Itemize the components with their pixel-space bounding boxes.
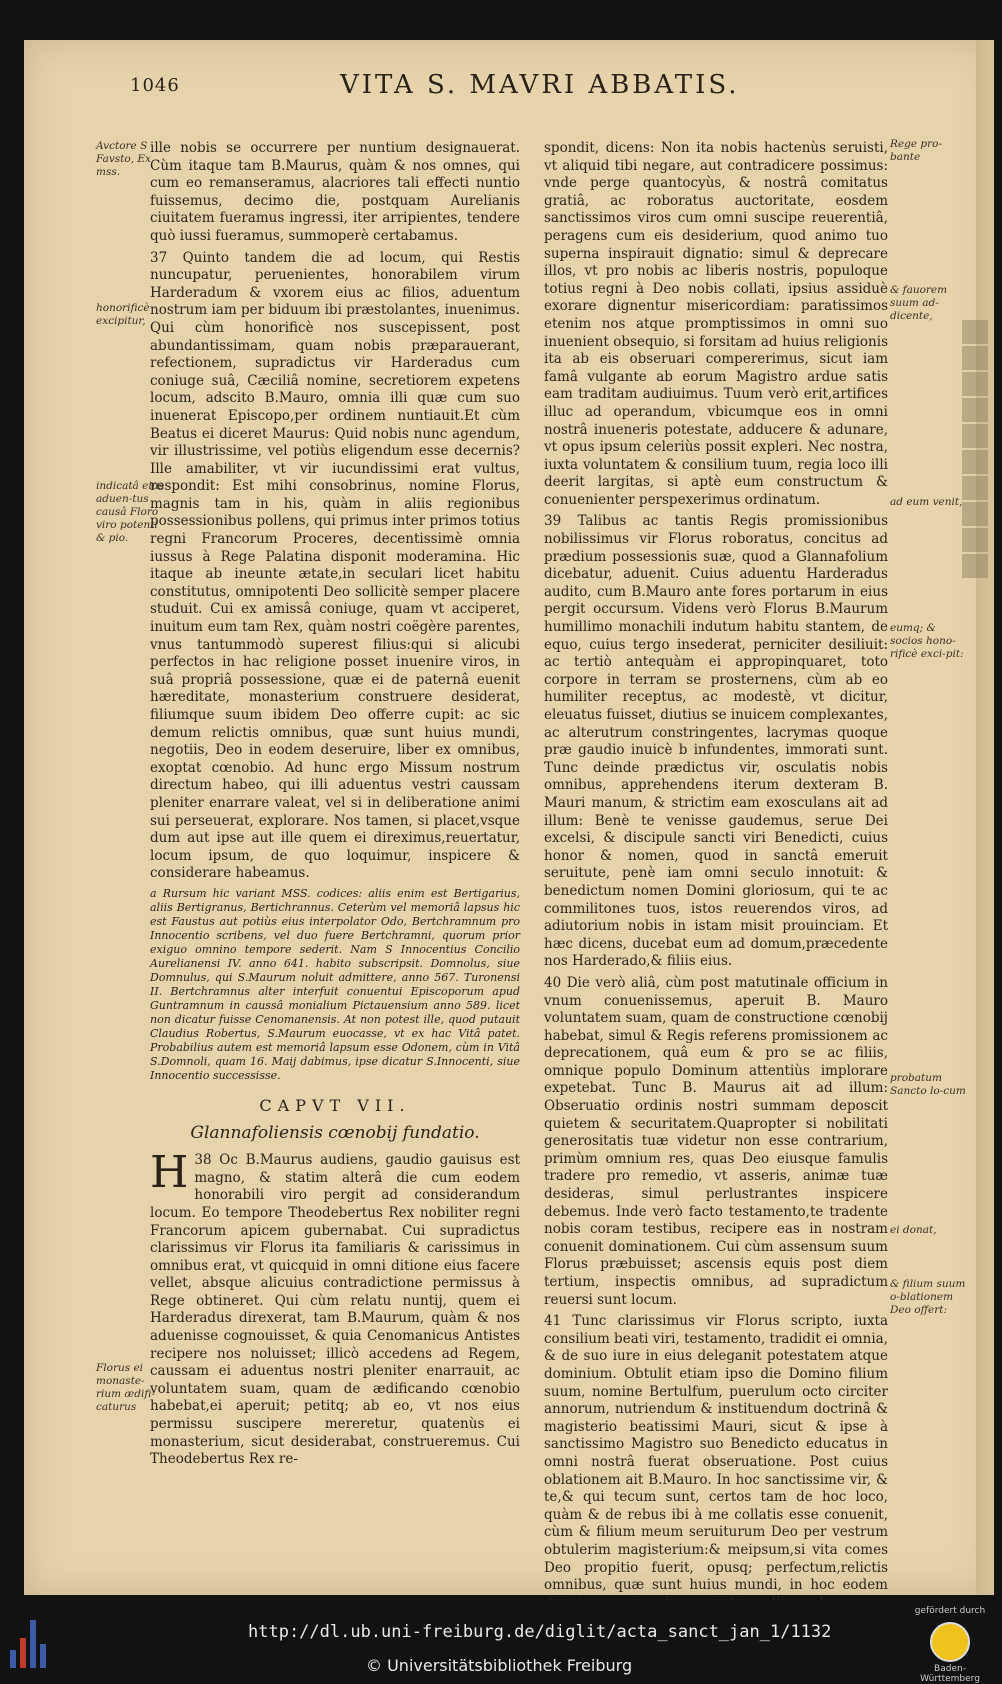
ruler-strip bbox=[962, 320, 988, 580]
margin-note-right-1: Rege pro-bante bbox=[890, 138, 943, 163]
page-number: 1046 bbox=[130, 75, 180, 96]
copyright-text: © Universitätsbibliothek Freiburg bbox=[366, 1656, 633, 1675]
margin-note-right-7: & filium suum o-blationem Deo offert: bbox=[890, 1278, 966, 1316]
right-column bbox=[544, 140, 888, 1638]
drop-cap: H bbox=[150, 1147, 189, 1199]
margin-note-right-2: & fauorem suum ad-dicente, bbox=[890, 284, 948, 322]
sponsor-badge bbox=[910, 1606, 990, 1684]
paragraph: ille nobis se occurrere per nuntium designauerat. Cùm itaque tam B.Maurus, quàm & nos omnes, qui cum eo remanseramus, alacriores tali effecti nuntio fuissemus, decimo die, postquam Aurelianis ciuitatem fueramus ingressi, iter arripientes, tendere quò iussi fueramus, summoperè certabamus. bbox=[150, 140, 520, 244]
paragraph-38 bbox=[150, 1147, 520, 1469]
paragraph-39: 39 Talibus ac tantis Regis promissionibus nobilissimus vir Florus roboratus, concitus ad prædium possessionis suæ, quod a Glannafolium dicebatur, aduenit. Cuius aduentu Harderadus audito, cum B.Mauro ante fores portarum in eius pergit occursum. Videns verò Florus B.Maurum humillimo monachili indutum habitu stantem, de equo, cuius tergo insederat, perniciter desiliuit: ac tertiò antequàm ei appropinquaret, toto corpore in terram se prosternens, cùm ab eo humiliter receptus, ac modestè, vt dicitur, eleuatus fuisset, diutius se inuicem complexantes, ac alterutrum constringentes, lacrymas quoque præ gaudio inuicè b infundentes, immorati sunt. Tunc deinde prædictus vir, osculatis nobis omnibus, apprehendens iterum dexteram B. Mauri manum, & strictim eam exosculans ait ad illum: Benè te venisse gaudemus, serue Dei excelsi, & discipule sancti viri Benedicti, cuius honor & nomen, quod in sanctâ emeruit seruitute, penè iam omni seculo innotuit: & benedictum nomen Domini gloriosum, qui te ac commilitones tuos, istos reuerendos viros, ad adiutorium nobis in istam misit prouinciam. Et hæc dicens, ducebat eum ad domum,præcedente nos Harderado,& filiis eius. bbox=[544, 513, 888, 970]
sponsor-name: Baden-Württemberg bbox=[920, 1664, 980, 1684]
footnote: a Rursum hic variant MSS. codices: aliis enim est Bertigarius, aliis Bertigranus, Bertichrannus. Ceterùm vel memoriâ lapsus hic est Faustus aut potiùs eius interpolator Odo, Bertchramnum pro Innocentio scribens, vel duo fuere Bertchramni, quorum prior exiguo omnino tempore sederit. Nam S Innocentius Concilio Aurelianensi IV. anno 641. habito subscripsit. Domnolus, siue Domnulus, qui S.Maurum noluit admittere, anno 567. Turonensi II. Bertchramnus alter interfuit conuentui Episcoporum apud Guntramnum in caussâ monialium Pictauensium anno 589. licet non dicatur fuisse Cenomanensis. At non potest ille, quod putauit Claudius Robertus, S.Maurum euocasse, vt ex hac Vitâ patet. Probabilius autem est memoriâ lapsum esse Odonem, cùm in Vitâ S.Domnoli, quam 16. Maij dabimus, ipse dicatur S.Innocenti, siue Innocentio successisse. bbox=[150, 886, 520, 1082]
permalink-url[interactable]: http://dl.ub.uni-freiburg.de/diglit/acta_sanct_jan_1/1132 bbox=[248, 1622, 832, 1642]
page-edge bbox=[976, 40, 994, 1595]
margin-note-right-6: ei donat, bbox=[890, 1224, 937, 1236]
paragraph-41: 41 Tunc clarissimus vir Florus scripto, iuxta consilium beati viri, testamento, tradidit ei omnia, & de suo iure in eius deleganit potestatem atque dominium. Obtulit etiam ipso die Domino filium suum, nomine Bertulfum, puerulum octo circiter annorum, nutriendum & instituendum doctrinâ & magisterio beatissimi Mauri, sicut & ipse à sanctissimo Magistro suo Benedicto educatus in omni nostrâ fuerat obseruatione. Post cuius oblationem ait B.Mauro. In hoc sanctissime vir, & te,& qui tecum sunt, certos tam de hoc loco, quàm & de rebus ibi à me collatis esse conuenit, cùm & filium meum seruiturum Deo per vestrum obtulerim magisterium:& meipsum,si vita comes Deo propitio fuerit, opusq; perfectum,relictis omnibus, quæ sunt huius mundi, in hoc eodem bbox=[544, 1313, 888, 1594]
margin-note-left-1: Avctore S Favsto, Ex mss. bbox=[96, 140, 151, 178]
running-title: VITA S. MAVRI ABBATIS. bbox=[340, 70, 740, 100]
margin-note-left-2: honorificè excipitur, bbox=[96, 302, 150, 327]
paragraph-40: 40 Die verò aliâ, cùm post matutinale officium in vnum conuenissemus, aperuit B. Mauro voluntatem suam, quam de constructione cœnobij habebat, simul & Regis referens promissionem ac deprecationem, quâ eum & pro se ac filiis, omnique populo Dominum attentiùs implorare expetebat. Tunc B. Maurus ait ad illum: Obseruatio ordinis nostri summam deposcit quietem & securitatem.Quapropter si nobilitati generositatis tuæ videtur non esse contrarium, primùm omnium res, quas Deo eiusque famulis tradere pro remedio, vt asseris, animæ tuæ desideras, simul perlustrantes inspicere debemus. Inde verò facto testamento,te tradente nobis coram testibus, recipere eas in nostram conuenit dominationem. Cui cùm assensum suum Florus præbuisset; ascensis equis post diem tertium, inspectis omnibus, ad supradictum reuersi sunt locum. bbox=[544, 974, 888, 1308]
sponsor-caption: gefördert durch bbox=[914, 1606, 986, 1616]
library-logo-icon bbox=[10, 1620, 52, 1668]
margin-note-right-4: eumq; & socios hono-rificè exci-pit: bbox=[890, 622, 964, 660]
coat-of-arms-icon bbox=[930, 1622, 970, 1662]
margin-note-left-3: indicatâ eius aduen-tus causâ Floro viro potenti & pio. bbox=[96, 480, 164, 544]
chapter-heading: CAPVT VII. bbox=[259, 1095, 411, 1115]
paragraph-38-text: 38 Oc B.Maurus audiens, gaudio gauisus est magno, & statim alterâ die cum eodem honorabili viro pergit ad considerandum locum. Eo tempore Theodebertus Rex nobiliter regni Francorum apicem gubernabat. Cui supradictus clarissimus vir Florus ita familiaris & carissimus in omnibus erat, vt quicquid in omni ditione eius facere vellet, absque alicuius contradictione permissus à Rege obtineret. Qui cùm relatu nuntij, quem ei Harderadus direxerat, tam B.Maurum, quàm & nos aduenisse cognouisset, & quia Cenomanicus Antistes recipere nos noluisset; illicò accedens ad Regem, caussam ei aduentus nostri pleniter enarrauit, ac voluntatem suam, quam de ædificando cœnobio habebat,ei aperuit; petitq; ab eo, vt nos eius permissu suscipere mereretur, quatenùs ei monasterium, sicut desiderabat, construeremus. Cui Theodebertus Rex re- bbox=[150, 1152, 520, 1468]
margin-note-right-3: ad eum venit, bbox=[890, 496, 963, 508]
paragraph-37: 37 Quinto tandem die ad locum, qui Restis nuncupatur, peruenientes, honorabilem virum Harderadum & vxorem eius ac filios, aduentum nostrum iam per biduum ibi præstolantes, inuenimus. Qui cùm honorificè nos suscepissent, post abundantissimam, quam nobis præparauerant, refectionem, supradictus vir Harderadus cum coniuge suâ, Cæciliâ nomine, secretiorem expetens locum, adscito B.Mauro, omnia illi quæ cum suo inuenerat Episcopo,per ordinem nuntiauit.Et cùm Beatus ei diceret Maurus: Quid nobis nunc agendum, vir illustrissime, vel potiùs eligendum esse decernis? Ille amabiliter, vt vir iucundissimi erat vultus, respondit: Est mihi consobrinus, nomine Florus, magnis tam in his, quàm in aliis regionibus possessionibus pollens, qui primus inter primos totius regni Francorum Proceres, decentissimè omnia iussus à Rege Palatina disponit moderamina. Hic itaque ab ineunte ætate,in seculari licet habitu constitutus, omnipotenti Deo sollicitè semper placere studuit. Cui ex amissâ coniuge, quam vt acciperet, inuitum eum tam Rex, quàm nostri coëgère parentes, vnus tantummodò superest filius:qui si alicubi perfectos in hac religione posset inuenire viros, in suâ propriâ possessione, quæ ei de paternâ euenit hæreditate, monasterium construere desiderat, filiumque suum ibidem Deo offerre cupit: ac sic demum relictis omnibus, quæ sunt huius mundi, negotiis, Deo in eodem deseruire, liber ex omnibus, exoptat cœnobio. Ad hunc ergo Missum nostrum directum habeo, qui illi aduentus vestri caussam pleniter enarrare valeat, vel si in deliberatione animi sui perseuerat, explorare. Nos tamen, si placet,vsque dum aut ipse aut ille quem ei direximus,reuertatur, locum ipsum, de quo loquimur, inspicere & considerare habeamus. bbox=[150, 249, 520, 882]
left-column bbox=[150, 140, 520, 1473]
margin-note-right-5: probatum Sancto lo-cum bbox=[890, 1072, 966, 1097]
paragraph: spondit, dicens: Non ita nobis hactenùs seruisti, vt aliquid tibi negare, aut contradicere possimus: vnde perge quantocyùs, & nostrâ comitatus gratiâ, ac roboratus auctoritate, eosdem sanctissimos viros cum omni suscipe reuerentiâ, peragens cum eis desiderium, quod animo tuo superna inspirauit dignatio: simul & deprecare illos, vt pro nobis ac liberis nostris, populoque totius regni à Deo nobis collati, ipsius assiduè exorare dignentur misericordiam: paratissimos etenim nos atque promptissimos in omni suo inuenient obsequio, si forsitam ad huius religionis ita ab eis obseruari compererimus, sicut iam famâ vulgante ab eorum Magistro ardue satis eam traditam audiuimus. Tuum verò erit,artifices illuc ad operandum, vbicumque eos in omni nostrâ inueneris potestate, adducere & adunare, vt opus ipsum celeriùs possit expleri. Nec nostra, iuxta voluntatem & consilium tuum, regia loco illi deerit largitas, si aptè eum constructum & conuenienter perspexerimus ordinatum. bbox=[544, 140, 888, 508]
margin-note-left-4: Florus ei monaste-rium ædifi-caturus bbox=[96, 1362, 155, 1413]
viewer-footer bbox=[0, 1600, 1002, 1684]
chapter-subtitle: Glannafoliensis cœnobij fundatio. bbox=[190, 1122, 480, 1143]
